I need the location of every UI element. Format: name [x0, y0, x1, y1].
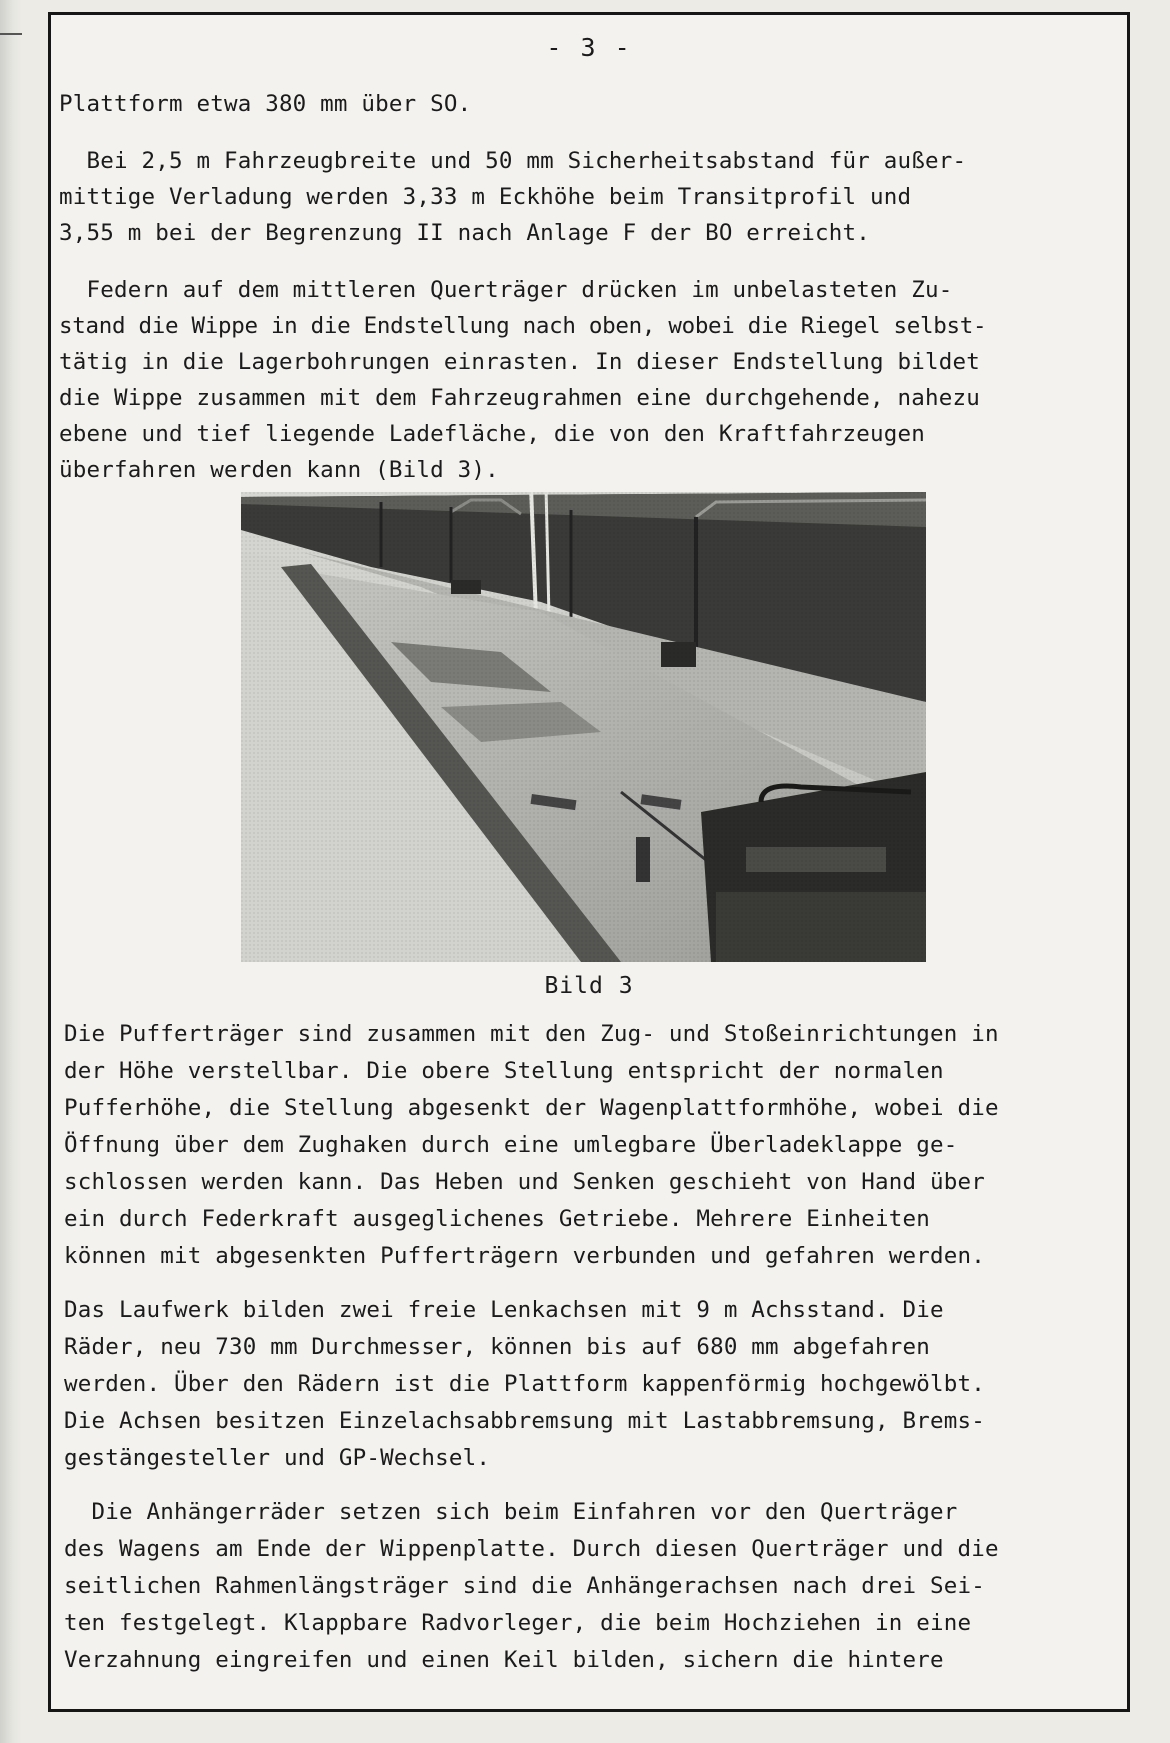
text-line: mittige Verladung werden 3,33 m Eckhöhe beim Transitprofil und	[59, 184, 912, 210]
text-line: Räder, neu 730 mm Durchmesser, können bis auf 680 mm abgefahren	[64, 1334, 931, 1360]
text-line: die Wippe zusammen mit dem Fahrzeugrahmen eine durchgehende, nahezu	[59, 385, 980, 411]
figure-caption: Bild 3	[544, 973, 634, 999]
text-line: Öffnung über dem Zughaken durch eine umlegbare Überladeklappe ge-	[64, 1132, 958, 1158]
text-line: Die Pufferträger sind zusammen mit den Zug- und Stoßeinrichtungen in	[64, 1021, 999, 1047]
text-line: ein durch Federkraft ausgeglichenes Getriebe. Mehrere Einheiten	[64, 1206, 931, 1232]
text-line: tätig in die Lagerbohrungen einrasten. In dieser Endstellung bildet	[59, 349, 980, 375]
text-line: überfahren werden kann (Bild 3).	[59, 457, 499, 483]
text-line: stand die Wippe in die Endstellung nach oben, wobei die Riegel selbst-	[59, 313, 987, 339]
page-number: - 3 -	[546, 33, 632, 62]
text-line: können mit abgesenkten Pufferträgern verbunden und gefahren werden.	[64, 1243, 985, 1269]
text-line: ten festgelegt. Klappbare Radvorleger, die beim Hochziehen in eine	[64, 1610, 972, 1636]
platform-wagon-photo	[241, 492, 926, 962]
text-line: Pufferhöhe, die Stellung abgesenkt der Wagenplattformhöhe, wobei die	[64, 1095, 999, 1121]
text-line: Plattform etwa 380 mm über SO.	[59, 91, 472, 117]
text-line: Verzahnung eingreifen und einen Keil bilden, sichern die hintere	[64, 1647, 944, 1673]
text-line: des Wagens am Ende der Wippenplatte. Durch diesen Querträger und die	[64, 1536, 999, 1562]
text-line: Federn auf dem mittleren Querträger drücken im unbelasteten Zu-	[59, 277, 953, 303]
text-line: Das Laufwerk bilden zwei freie Lenkachsen mit 9 m Achsstand. Die	[64, 1297, 944, 1323]
text-line: der Höhe verstellbar. Die obere Stellung entspricht der normalen	[64, 1058, 944, 1084]
page-frame	[48, 12, 1130, 1712]
text-line: Bei 2,5 m Fahrzeugbreite und 50 mm Sicherheitsabstand für außer-	[59, 148, 967, 174]
text-line: ebene und tief liegende Ladefläche, die von den Kraftfahrzeugen	[59, 421, 926, 447]
scan-binding-edge	[0, 0, 22, 1743]
text-line: werden. Über den Rädern ist die Plattform kappenförmig hochgewölbt.	[64, 1371, 985, 1397]
text-line: schlossen werden kann. Das Heben und Senken geschieht von Hand über	[64, 1169, 985, 1195]
text-line: Die Anhängerräder setzen sich beim Einfahren vor den Querträger	[64, 1499, 958, 1525]
text-line: Die Achsen besitzen Einzelachsabbremsung mit Lastabbremsung, Brems-	[64, 1408, 985, 1434]
text-line: gestängesteller und GP-Wechsel.	[64, 1445, 491, 1471]
photo-figure	[241, 492, 926, 962]
text-line: seitlichen Rahmenlängsträger sind die Anhängerachsen nach drei Sei-	[64, 1573, 985, 1599]
text-line: 3,55 m bei der Begrenzung II nach Anlage F der BO erreicht.	[59, 220, 871, 246]
